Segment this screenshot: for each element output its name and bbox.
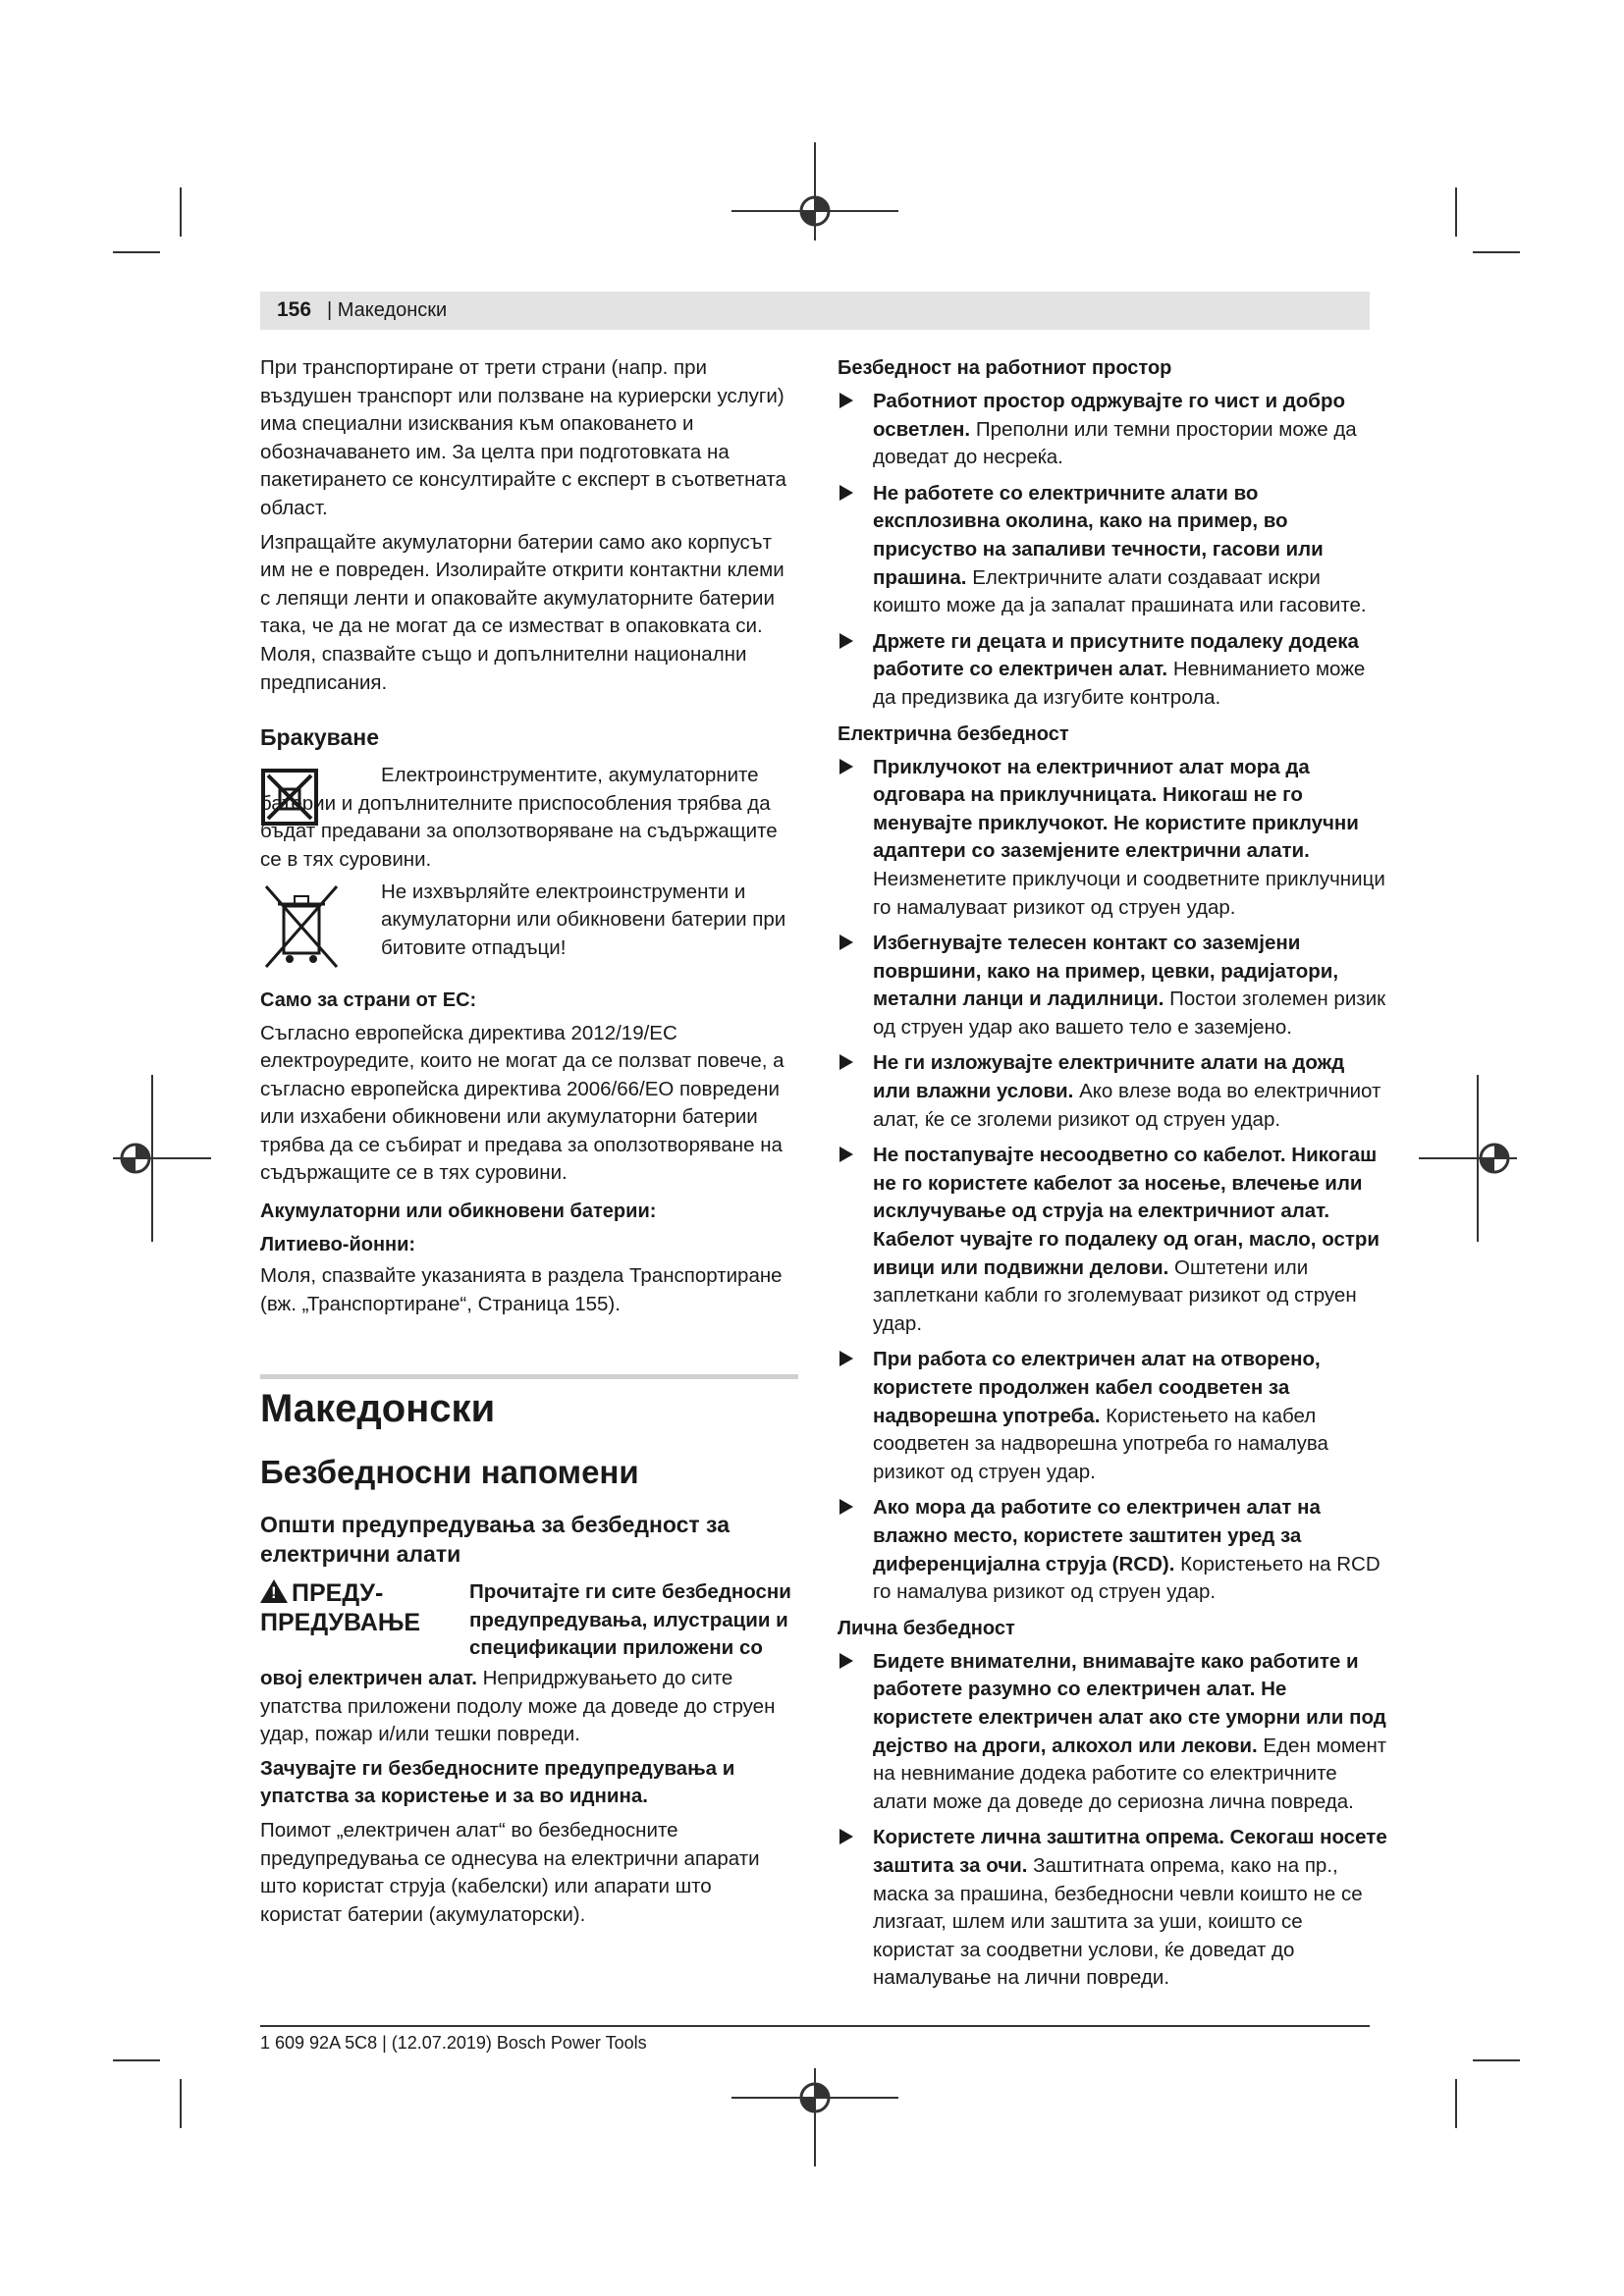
- crop-mark: [113, 2059, 160, 2061]
- bullet-bold-text: Избегнувајте телесен контакт со заземјени површини, како на пример, цевки, радијатори, метални ланци и ладилници.: [873, 932, 1339, 1011]
- paragraph: Моля, спазвайте указанията в раздела Транспортиране (вж. „Транспортиране“, Страница 155).: [260, 1264, 783, 1315]
- bullet-item: [838, 1648, 1387, 1817]
- bullet-arrow-icon: [839, 1499, 853, 1515]
- bullet-arrow-icon: [839, 393, 853, 408]
- footer-rule: [260, 2025, 1370, 2027]
- footer-text: 1 609 92A 5C8 | (12.07.2019) Bosch Power Tools: [260, 2033, 647, 2053]
- left-column-lower: [260, 1386, 798, 1935]
- bullet-text: Преполни или темни простории може да доведат до несреќа.: [873, 417, 1357, 469]
- bullet-item: [838, 754, 1387, 923]
- bullet-arrow-icon: [839, 1054, 853, 1070]
- crop-mark: [1455, 2079, 1457, 2128]
- registration-mark-icon: [108, 1070, 216, 1247]
- subsection-heading: Акумулаторни или обикновени батерии:: [260, 1201, 657, 1223]
- subsection-heading: Лична безбедност: [838, 1617, 1015, 1639]
- crop-mark: [1473, 251, 1520, 253]
- paragraph: При транспортиране от трети страни (напр. при въздушен транспорт или ползване на куриерски услуги) има специални изисквания към опаковането и обозначаването им. За целта при подготовката на пакетирането се консултирайте с експерт в съответната област.: [260, 356, 786, 519]
- subsection-heading: Безбедност на работниот простор: [838, 357, 1172, 379]
- bullet-text: Невниманието може да предизвика да изгубите контрола.: [873, 658, 1366, 709]
- bullet-text: Оштетени или заплеткани кабли го зголемуваат ризикот од струен удар.: [873, 1255, 1357, 1335]
- header-separator: |: [327, 299, 333, 321]
- bullet-item: [838, 480, 1387, 620]
- crop-mark: [180, 2079, 182, 2128]
- section-heading: Бракуване: [260, 724, 379, 751]
- bullet-item: [838, 1824, 1387, 1993]
- work-safety-list: [838, 388, 1387, 713]
- paragraph: Съгласно европейска директива 2012/19/ЕС електроуредите, които не могат да се ползват повече, а съгласно европейска директива 2006/66/EO повредени или изхабени обикновени или акумулаторни батерии трябва да се събират и предава за оползотворяване на съдържащите се в тях суровини.: [260, 1021, 785, 1185]
- header-language: [327, 299, 447, 322]
- bullet-bold-text: Ако мора да работите со електричен алат на влажно место, користете заштитен уред за диференцијална струја (RCD).: [873, 1496, 1321, 1575]
- bullet-item: [838, 1142, 1387, 1338]
- crossed-bin-icon: [262, 882, 341, 971]
- bullet-text: Еден момент на невнимание додека работите со електричните алати може да доведе до сериозна лична повреда.: [873, 1734, 1387, 1813]
- warning-label: ! ПРЕДУ- ПРЕДУВАЊЕ: [260, 1579, 421, 1636]
- bullet-arrow-icon: [839, 934, 853, 950]
- general-warnings-title: Општи предупредувања за безбедност за електрични алати: [260, 1512, 730, 1567]
- bullet-item: [838, 1494, 1387, 1606]
- safety-title: Безбедносни напомени: [260, 1454, 639, 1490]
- header-language-label: Македонски: [337, 299, 448, 321]
- registration-mark-icon: [727, 137, 903, 245]
- bullet-bold-text: Користете лична заштитна опрема. Секогаш носете заштита за очи.: [873, 1826, 1387, 1877]
- left-column: [260, 354, 798, 1324]
- bullet-arrow-icon: [839, 1351, 853, 1366]
- bullet-text: Користењето на кабел соодветен за надворешна употреба го намалува ризикот од струен удар.: [873, 1404, 1328, 1483]
- electrical-safety-list: [838, 754, 1387, 1607]
- bullet-bold-text: Приклучокот на електричниот алат мора да одговара на приклучницата. Никогаш не го менувајте приклучокот. Не користите приклучни адаптери со заземјените електрични алати.: [873, 755, 1359, 863]
- bullet-bold-text: Не ги изложувајте електричните алати на дожд или влажни услови.: [873, 1051, 1345, 1103]
- language-title: Македонски: [260, 1387, 496, 1430]
- bullet-bold-text: Држете ги децата и присутните подалеку додека работите со електричен алат.: [873, 629, 1359, 681]
- bullet-text: Постои зголемен ризик од струен удар ако вашето тело е заземјено.: [873, 988, 1386, 1039]
- bullet-arrow-icon: [839, 485, 853, 501]
- page-number: 156: [277, 298, 312, 321]
- warning-bold-text: Прочитајте ги сите безбедносни предупредувања, илустрации и спецификации приложени со: [469, 1580, 791, 1660]
- bullet-item: [838, 388, 1387, 472]
- bullet-bold-text: Не постапувајте несоодветно со кабелот. Никогаш не го користете кабелот за носење, влечење или исклучување од струја на електричниот алат. Кабелот чувајте го подалеку од оган, масло, остри ивици или подвижни делови.: [873, 1144, 1380, 1279]
- keep-instructions-text: Зачувајте ги безбедносните предупредувања и упатства за користење и за во иднина.: [260, 1756, 735, 1808]
- bullet-bold-text: Не работете со електричните алати во експлозивна околина, како на пример, во присуство на запаливи течности, гасови или прашина.: [873, 481, 1324, 589]
- bullet-item: [838, 930, 1387, 1041]
- bullet-bold-text: Бидете внимателни, внимавајте како работите и работете разумно со електричен алат. Не користете електричен алат ако сте уморни или под дејство на дроги, алкохол или лекови.: [873, 1649, 1386, 1757]
- separate-collection-icon: [260, 768, 319, 827]
- warning-text: овој електричен алат. Непридржувањето до сите упатства приложени подолу може да доведе до струен удар, пожар и/или тешки повреди.: [260, 1667, 776, 1746]
- bullet-arrow-icon: [839, 1829, 853, 1844]
- crop-mark: [1455, 187, 1457, 237]
- bullet-text: Електричните алати создаваат искри коишто може да ја запалат прашината или гасовите.: [873, 565, 1367, 617]
- crop-mark: [113, 251, 160, 253]
- registration-mark-icon: [727, 2063, 903, 2171]
- bullet-arrow-icon: [839, 1653, 853, 1669]
- bullet-arrow-icon: [839, 633, 853, 649]
- section-divider: [260, 1374, 798, 1379]
- right-column: [838, 354, 1387, 2001]
- bullet-arrow-icon: [839, 759, 853, 774]
- disposal-text: Електроинструментите, акумулаторните батерии и допълнителните приспособления трябва да бъдат предавани за оползотворяване на съдържащите се в тях суровини.: [260, 764, 778, 871]
- bullet-item: [838, 1346, 1387, 1486]
- bullet-text: Користењето на RCD го намалува ризикот од струен удар.: [873, 1552, 1380, 1604]
- bullet-bold-text: Работниот простор одржувајте го чист и добро осветлен.: [873, 390, 1345, 441]
- bullet-text: Неизменетите приклучоци и соодветните приклучници го намалуваат ризикот од струен удар.: [873, 867, 1385, 919]
- bullet-bold-text: При работа со електричен алат на отворено, користете продолжен кабел соодветен за надворешна употреба.: [873, 1348, 1321, 1427]
- crop-mark: [180, 187, 182, 237]
- crop-mark: [1473, 2059, 1520, 2061]
- bullet-item: [838, 1049, 1387, 1134]
- paragraph: Изпращайте акумулаторни батерии само ако корпусът им не е повреден. Изолирайте открити контактни клеми с лепящи ленти и опаковайте акумулаторните батерии така, че да не могат да се изместват в опаковката си. Моля, спазвайте също и допълнителни национални предписания.: [260, 530, 785, 694]
- bullet-arrow-icon: [839, 1147, 853, 1162]
- bullet-text: Заштитната опрема, како на пр., маска за прашина, безбедносни чевли коишто не се лизгаат, шлем или заштита за уши, коишто се користат за соодветни услови, ќе доведат до намалување на лични повреди.: [873, 1853, 1363, 1990]
- subsection-heading: Литиево-йонни:: [260, 1234, 416, 1256]
- personal-safety-list: [838, 1648, 1387, 1993]
- registration-mark-icon: [1414, 1070, 1522, 1247]
- warning-triangle-icon: !: [260, 1579, 288, 1603]
- disposal-warning-text: Не изхвърляйте електроинструменти и акумулаторни или обикновени батерии при битовите отпадъци!: [381, 880, 786, 959]
- bullet-item: [838, 628, 1387, 713]
- term-definition-text: Поимот „електричен алат“ во безбедносните предупредувања се однесува на електрични апарати што користат струја (кабелски) или апарати што користат батерии (акумулаторски).: [260, 1818, 760, 1926]
- subsection-heading: Само за страни от ЕС:: [260, 988, 477, 1011]
- subsection-heading: Електрична безбедност: [838, 722, 1069, 745]
- bullet-text: Ако влезе вода во електричниот алат, ќе се зголеми ризикот од струен удар.: [873, 1080, 1381, 1131]
